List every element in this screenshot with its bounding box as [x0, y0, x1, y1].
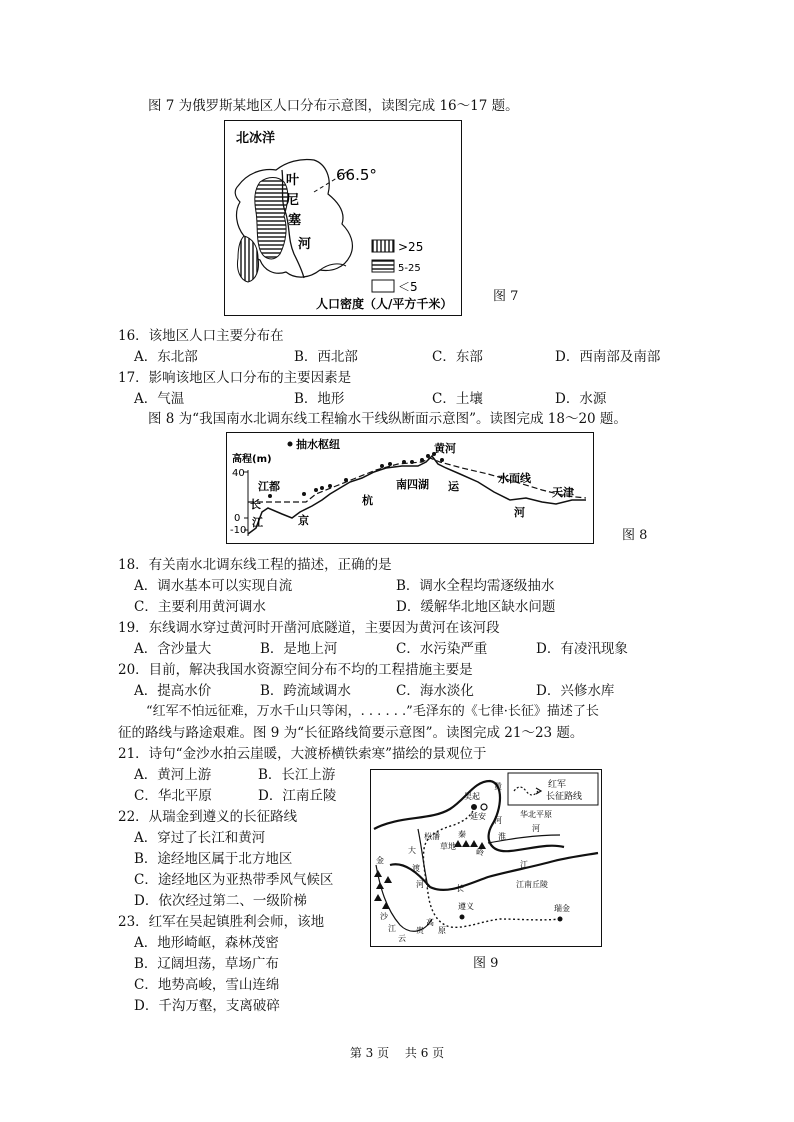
legend-mid-swatch	[372, 260, 394, 272]
river-char: 尼	[286, 193, 300, 208]
question-20-option-c[interactable]: C．海水淡化	[396, 683, 474, 699]
fig9-label-jiangnan: 江南丘陵	[516, 880, 548, 889]
fig9-label-chang: 长	[456, 884, 464, 893]
question-23-option-b[interactable]: B．辽阔坦荡，草场广布	[134, 956, 279, 972]
question-19-option-a[interactable]: A．含沙量大	[134, 641, 212, 657]
fig9-label-yanan: 延安	[470, 812, 486, 821]
question-18-option-b[interactable]: B．调水全程均需逐级抽水	[396, 578, 555, 594]
fig8-label-tianjin: 天津	[552, 486, 574, 499]
fig8-legend-label: 抽水枢纽	[296, 438, 340, 451]
river-char: 叶	[286, 173, 300, 188]
fig8-label-yun: 运	[448, 480, 459, 493]
question-19-option-c[interactable]: C．水污染严重	[396, 641, 488, 657]
fig8-label-hang: 杭	[362, 494, 373, 507]
fig9-label-ling: 岭	[476, 848, 484, 857]
question-20-option-a[interactable]: A．提高水价	[134, 683, 212, 699]
question-18-option-d[interactable]: D．缓解华北地区缺水问题	[396, 599, 556, 615]
question-22-option-d[interactable]: D．依次经过第二、一级阶梯	[134, 893, 307, 909]
fig9-label-huang: 黄	[494, 782, 502, 791]
fig9-label-he1: 河	[494, 816, 502, 825]
fig9-label-wuqi: 吴起	[464, 792, 480, 801]
question-17-option-d[interactable]: D．水源	[555, 391, 607, 407]
fig9-label-yun: 云	[398, 934, 406, 943]
fig9-label-caodi: 草地	[440, 842, 456, 851]
question-22-option-b[interactable]: B．途经地区属于北方地区	[134, 851, 293, 867]
fig9-label-yuan: 原	[438, 926, 446, 935]
figure-7-caption: 图 7	[493, 289, 519, 304]
question-20-stem: 20．目前，解决我国水资源空间分布不均的工程措施主要是	[118, 662, 473, 678]
fig9-label-zunyi: 遵义	[458, 902, 474, 911]
question-18-option-c[interactable]: C．主要利用黄河调水	[134, 599, 266, 615]
pump-station-legend-dot	[288, 442, 293, 447]
question-16-option-d[interactable]: D．西南部及南部	[555, 349, 661, 365]
fig9-label-he2: 河	[532, 824, 540, 833]
fig9-label-sha: 沙	[380, 912, 388, 921]
intro-fig7: 图 7 为俄罗斯某地区人口分布示意图，读图完成 16～17 题。	[148, 98, 519, 114]
fig9-label-huai: 淮	[498, 832, 506, 841]
figure-7-svg	[224, 120, 462, 316]
question-23-option-a[interactable]: A．地形崎岖，森林茂密	[134, 935, 279, 951]
question-16-option-c[interactable]: C．东部	[432, 349, 483, 365]
fig9-label-da: 大	[408, 846, 416, 855]
fig9-label-qin: 秦	[458, 830, 466, 839]
question-21-option-b[interactable]: B．长江上游	[258, 767, 336, 783]
intro-fig9-line2: 征的路线与路途艰难。图 9 为“长征路线简要示意图”。读图完成 21～23 题。	[118, 725, 584, 741]
fig9-legend-line2: 长征路线	[546, 792, 583, 802]
fig9-wuqi-dot	[471, 804, 477, 810]
question-21-option-d[interactable]: D．江南丘陵	[258, 788, 337, 804]
question-20-option-d[interactable]: D．兴修水库	[536, 683, 615, 699]
question-17-stem: 17．影响该地区人口分布的主要因素是	[118, 370, 352, 386]
fig9-label-jiang: 江	[520, 860, 528, 869]
fig9-label-du: 渡	[412, 864, 420, 873]
fig9-label-gui: 贵	[416, 926, 424, 935]
fig9-label-he3: 河	[416, 880, 424, 889]
question-21-option-c[interactable]: C．华北平原	[134, 788, 212, 804]
question-17-option-c[interactable]: C．土壤	[432, 391, 483, 407]
fig8-ylabel: 高程(m)	[232, 454, 272, 465]
fig8-ytick-neg10: -10	[230, 525, 247, 536]
fig8-label-jiang: 江	[252, 516, 263, 529]
question-21-option-a[interactable]: A．黄河上游	[134, 767, 212, 783]
fig9-ruijin-dot	[558, 917, 563, 922]
legend-low-swatch	[372, 280, 394, 292]
river-char: 塞	[288, 213, 302, 228]
question-23-option-d[interactable]: D．千沟万壑，支离破碎	[134, 998, 280, 1014]
fig8-ytick-40: 40	[232, 468, 245, 479]
fig9-label-jin: 金	[376, 856, 384, 865]
fig8-label-he: 河	[514, 506, 525, 519]
legend-mid-label: 5-25	[398, 263, 421, 274]
figure-8-svg	[226, 432, 594, 544]
figure-9-svg	[370, 769, 602, 947]
page-total: 共 6 页	[404, 1046, 445, 1060]
question-17-option-a[interactable]: A．气温	[134, 391, 185, 407]
intro-fig8: 图 8 为“我国南水北调东线工程输水干线纵断面示意图”。读图完成 18～20 题。	[148, 411, 627, 427]
fig8-label-jiangdu: 江都	[258, 480, 280, 493]
page-number: 第 3 页	[349, 1046, 390, 1060]
fig9-zunyi-dot	[460, 915, 465, 920]
question-23-option-c[interactable]: C．地势高峻，雪山连绵	[134, 977, 280, 993]
question-16-option-b[interactable]: B．西北部	[294, 349, 358, 365]
legend-low-label: ＜5	[398, 280, 418, 294]
fig9-legend-line1: 红军	[548, 780, 567, 790]
page-footer	[0, 1044, 794, 1061]
question-20-option-b[interactable]: B．跨流域调水	[260, 683, 351, 699]
question-23-stem: 23．红军在吴起镇胜利会师，该地	[118, 914, 325, 930]
latitude-label: 66.5°	[336, 166, 377, 184]
question-19-option-d[interactable]: D．有凌汛现象	[536, 641, 628, 657]
question-22-stem: 22．从瑞金到遵义的长征路线	[118, 809, 298, 825]
fig9-label-ruijin: 瑞金	[554, 904, 570, 913]
question-17-option-b[interactable]: B．地形	[294, 391, 345, 407]
figure-9-caption: 图 9	[473, 956, 499, 971]
river-char: 河	[298, 237, 312, 252]
question-16-option-a[interactable]: A．东北部	[134, 349, 198, 365]
fig9-label-songpan: 松潘	[424, 832, 440, 841]
question-16-stem: 16．该地区人口主要分布在	[118, 328, 284, 344]
figure-7-map	[224, 120, 462, 320]
intro-fig9-line1: “红军不怕远征难，万水千山只等闲，. . . . . .”毛泽东的《七律·长征》描述了长	[146, 704, 599, 719]
question-22-option-a[interactable]: A．穿过了长江和黄河	[134, 830, 266, 846]
fig8-label-jing: 京	[298, 514, 309, 527]
fig8-label-nansihu: 南四湖	[396, 478, 429, 491]
fig8-label-chang: 长	[250, 498, 261, 511]
question-22-option-c[interactable]: C．途经地区为亚热带季风气候区	[134, 872, 334, 888]
fig9-label-gao: 高	[426, 918, 434, 927]
question-19-stem: 19．东线调水穿过黄河时开凿河底隧道，主要因为黄河在该河段	[118, 620, 500, 636]
question-21-stem: 21．诗句“金沙水拍云崖暖，大渡桥横铁索寒”描绘的景观位于	[118, 746, 487, 762]
figure-8-caption: 图 8	[622, 528, 648, 543]
figure-9-map	[370, 769, 602, 951]
legend-title: 人口密度（人/平方千米）	[316, 297, 453, 311]
legend-high-swatch	[372, 240, 394, 252]
figure-8-profile	[226, 432, 594, 548]
legend-high-label: >25	[398, 240, 424, 254]
fig8-label-water-surface: 水面线	[498, 472, 531, 485]
fig8-label-huanghe: 黄河	[434, 442, 456, 455]
ocean-label: 北冰洋	[236, 131, 276, 146]
question-19-option-b[interactable]: B．是地上河	[260, 641, 338, 657]
fig9-label-huabei: 华北平原	[520, 810, 552, 819]
question-18-option-a[interactable]: A．调水基本可以实现自流	[134, 578, 293, 594]
fig8-ytick-0: 0	[234, 513, 241, 524]
fig9-label-jiang2: 江	[388, 924, 396, 933]
question-18-stem: 18．有关南水北调东线工程的描述，正确的是	[118, 557, 392, 573]
